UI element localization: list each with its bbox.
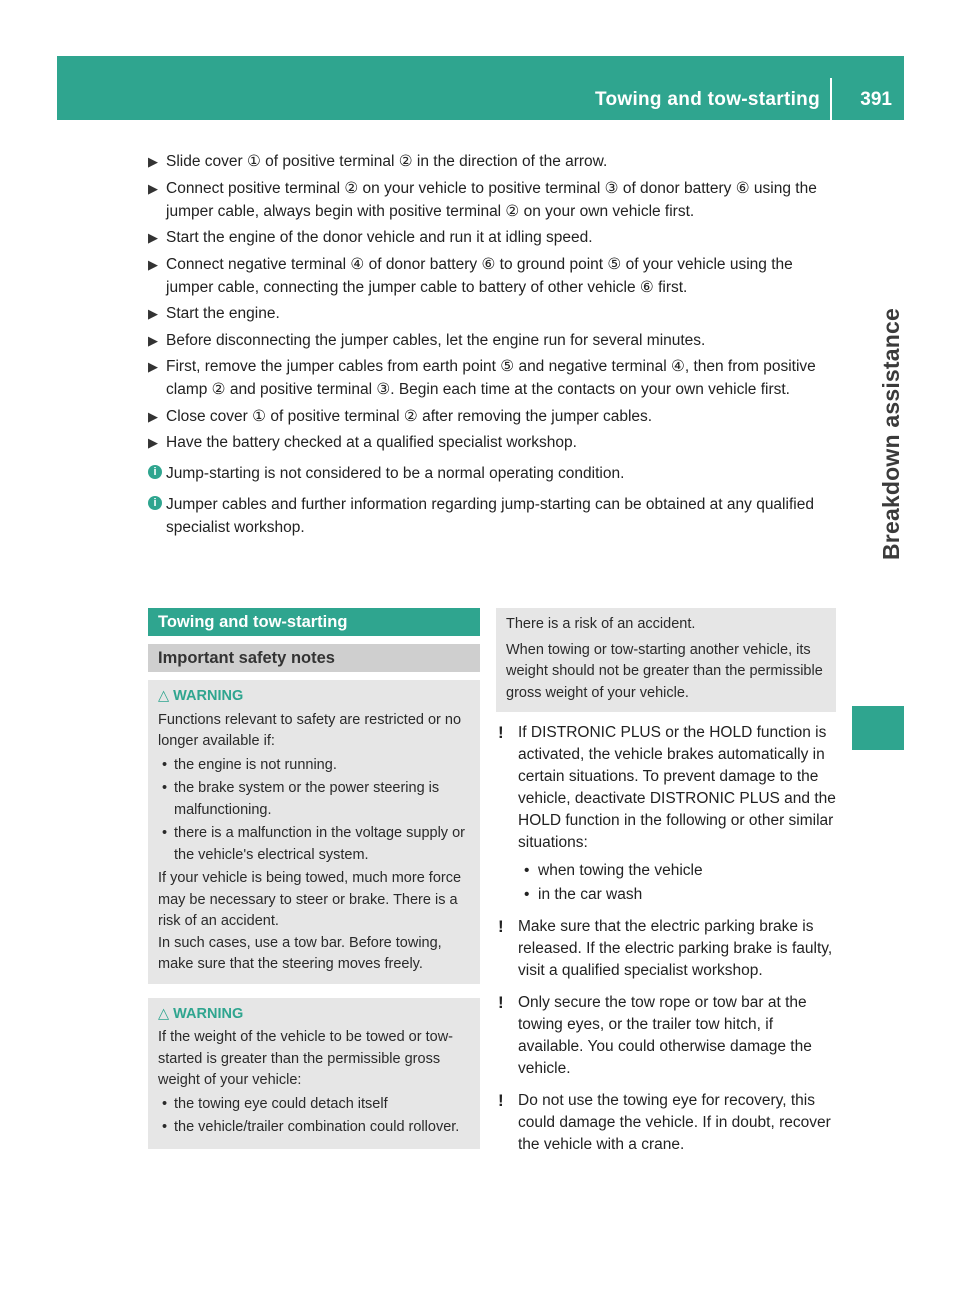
- bullet-icon: •: [524, 862, 530, 879]
- side-tab-marker: [852, 706, 904, 750]
- warning-box-continued: [496, 608, 836, 712]
- note-text: Do not use the towing eye for recovery, this could damage the vehicle. If in doubt, recover the vehicle with a crane.: [518, 1092, 831, 1153]
- warning-triangle-icon: △: [158, 688, 170, 704]
- note-text: Make sure that the electric parking brake is released. If the electric parking brake is faulty, visit a qualified specialist workshop.: [518, 918, 833, 979]
- subsection-title: Important safety notes: [148, 644, 480, 672]
- warning-heading: [158, 686, 472, 708]
- arrow-icon: ▶: [148, 408, 158, 424]
- bullet-text: the vehicle/trailer combination could rollover.: [174, 1119, 460, 1135]
- step-item: [148, 302, 838, 325]
- step-text: Start the engine of the donor vehicle and run it at idling speed.: [166, 229, 593, 246]
- list-item: [158, 823, 472, 866]
- warning-box: [148, 680, 480, 984]
- arrow-icon: ▶: [148, 332, 158, 348]
- section-title: Towing and tow-starting: [148, 608, 480, 636]
- info-icon: i: [148, 465, 162, 479]
- info-text: Jumper cables and further information regarding jump-starting can be obtained at any qualified specialist workshop.: [166, 496, 814, 536]
- exclamation-icon: !: [498, 993, 504, 1012]
- side-tab: [852, 130, 904, 690]
- exclamation-icon: !: [498, 917, 504, 936]
- bullet-text: the towing eye could detach itself: [174, 1095, 388, 1112]
- bullet-text: in the car wash: [538, 886, 643, 903]
- side-tab-label: Breakdown assistance: [878, 307, 904, 560]
- list-item: [158, 1094, 472, 1116]
- warning-paragraph: There is a risk of an accident.: [506, 616, 696, 632]
- list-item: [518, 884, 836, 906]
- step-item: [148, 431, 838, 454]
- bullet-text: the brake system or the power steering is malfunctioning.: [174, 780, 440, 818]
- warning-paragraph: When towing or tow-starting another vehicle, its weight should not be greater than the permissible gross weight of your vehicle.: [506, 641, 823, 701]
- step-text: First, remove the jumper cables from earth point ⑤ and negative terminal ④, then from positive clamp ② and positive terminal ③. Begin each time at the contacts on your own vehicle first.: [166, 358, 816, 398]
- step-text: Connect positive terminal ② on your vehicle to positive terminal ③ of donor battery ⑥ using the jumper cable, always begin with positive terminal ② on your own vehicle first.: [166, 179, 817, 220]
- warning-box: [148, 998, 480, 1149]
- page-number: 391: [860, 89, 892, 110]
- step-item: [148, 177, 838, 223]
- arrow-icon: ▶: [148, 180, 158, 196]
- caution-note: [496, 1090, 836, 1156]
- arrow-icon: ▶: [148, 306, 158, 321]
- header-divider: [830, 78, 832, 120]
- header-title: Towing and tow-starting: [594, 89, 820, 110]
- exclamation-icon: !: [498, 1091, 504, 1110]
- step-item: [148, 253, 838, 299]
- bullet-text: when towing the vehicle: [538, 862, 703, 879]
- warning-label: WARNING: [173, 688, 244, 704]
- step-text: Start the engine.: [166, 305, 280, 322]
- bullet-icon: •: [162, 1119, 168, 1135]
- step-text: Close cover ① of positive terminal ② after removing the jumper cables.: [166, 407, 653, 425]
- right-column: [496, 608, 836, 1156]
- bullet-icon: •: [162, 780, 168, 796]
- list-item: [158, 1117, 472, 1139]
- warning-paragraph: In such cases, use a tow bar. Before towing, make sure that the steering moves freely.: [158, 934, 442, 972]
- info-note: [148, 462, 838, 485]
- warning-triangle-icon: △: [158, 1005, 170, 1022]
- arrow-icon: ▶: [148, 359, 158, 374]
- page-header: [57, 56, 904, 120]
- bullet-icon: •: [524, 886, 530, 903]
- bullet-icon: •: [162, 825, 168, 841]
- warning-paragraph: If your vehicle is being towed, much more force may be necessary to steer or brake. There is a risk of an accident.: [158, 870, 462, 929]
- warning-heading: [158, 1004, 472, 1026]
- info-text: Jump-starting is not considered to be a normal operating condition.: [166, 465, 625, 482]
- step-text: Before disconnecting the jumper cables, let the engine run for several minutes.: [166, 331, 706, 349]
- arrow-icon: ▶: [148, 256, 158, 272]
- bullet-icon: •: [162, 1095, 168, 1112]
- arrow-icon: ▶: [148, 435, 158, 450]
- step-text: Have the battery checked at a qualified specialist workshop.: [166, 434, 577, 451]
- list-item: [158, 755, 472, 777]
- warning-intro: If the weight of the vehicle to be towed or tow-started is greater than the permissible gross weight of your vehicle:: [158, 1029, 453, 1088]
- step-item: [148, 226, 838, 249]
- info-icon: i: [148, 496, 162, 510]
- warning-intro: Functions relevant to safety are restricted or no longer available if:: [158, 711, 462, 749]
- bullet-text: the engine is not running.: [174, 756, 337, 773]
- bullet-icon: •: [162, 756, 168, 773]
- step-text: Slide cover ① of positive terminal ② in the direction of the arrow.: [166, 153, 608, 170]
- step-text: Connect negative terminal ④ of donor battery ⑥ to ground point ⑤ of your vehicle using the jumper cable, connecting the jumper cable to battery of other vehicle ⑥ first.: [166, 255, 793, 296]
- step-item: [148, 150, 838, 173]
- left-column: [148, 608, 480, 1149]
- step-item: [148, 405, 838, 428]
- list-item: [158, 778, 472, 821]
- note-text: If DISTRONIC PLUS or the HOLD function is activated, the vehicle brakes automatically in certain situations. To prevent damage to the vehicle, deactivate DISTRONIC PLUS and the HOLD function in the following or other similar situations:: [518, 724, 836, 851]
- arrow-icon: ▶: [148, 154, 158, 169]
- arrow-icon: ▶: [148, 230, 158, 245]
- note-text: Only secure the tow rope or tow bar at the towing eyes, or the trailer tow hitch, if available. You could otherwise damage the vehicle.: [518, 994, 812, 1077]
- exclamation-icon: !: [498, 723, 504, 742]
- step-item: [148, 329, 838, 352]
- warning-label: WARNING: [173, 1005, 244, 1022]
- caution-note: [496, 916, 836, 982]
- bullet-text: there is a malfunction in the voltage supply or the vehicle's electrical system.: [174, 825, 465, 863]
- info-note: [148, 493, 838, 539]
- step-item: [148, 355, 838, 401]
- caution-note: [496, 992, 836, 1080]
- list-item: [518, 860, 836, 882]
- caution-note: [496, 722, 836, 906]
- instructions: [148, 150, 838, 539]
